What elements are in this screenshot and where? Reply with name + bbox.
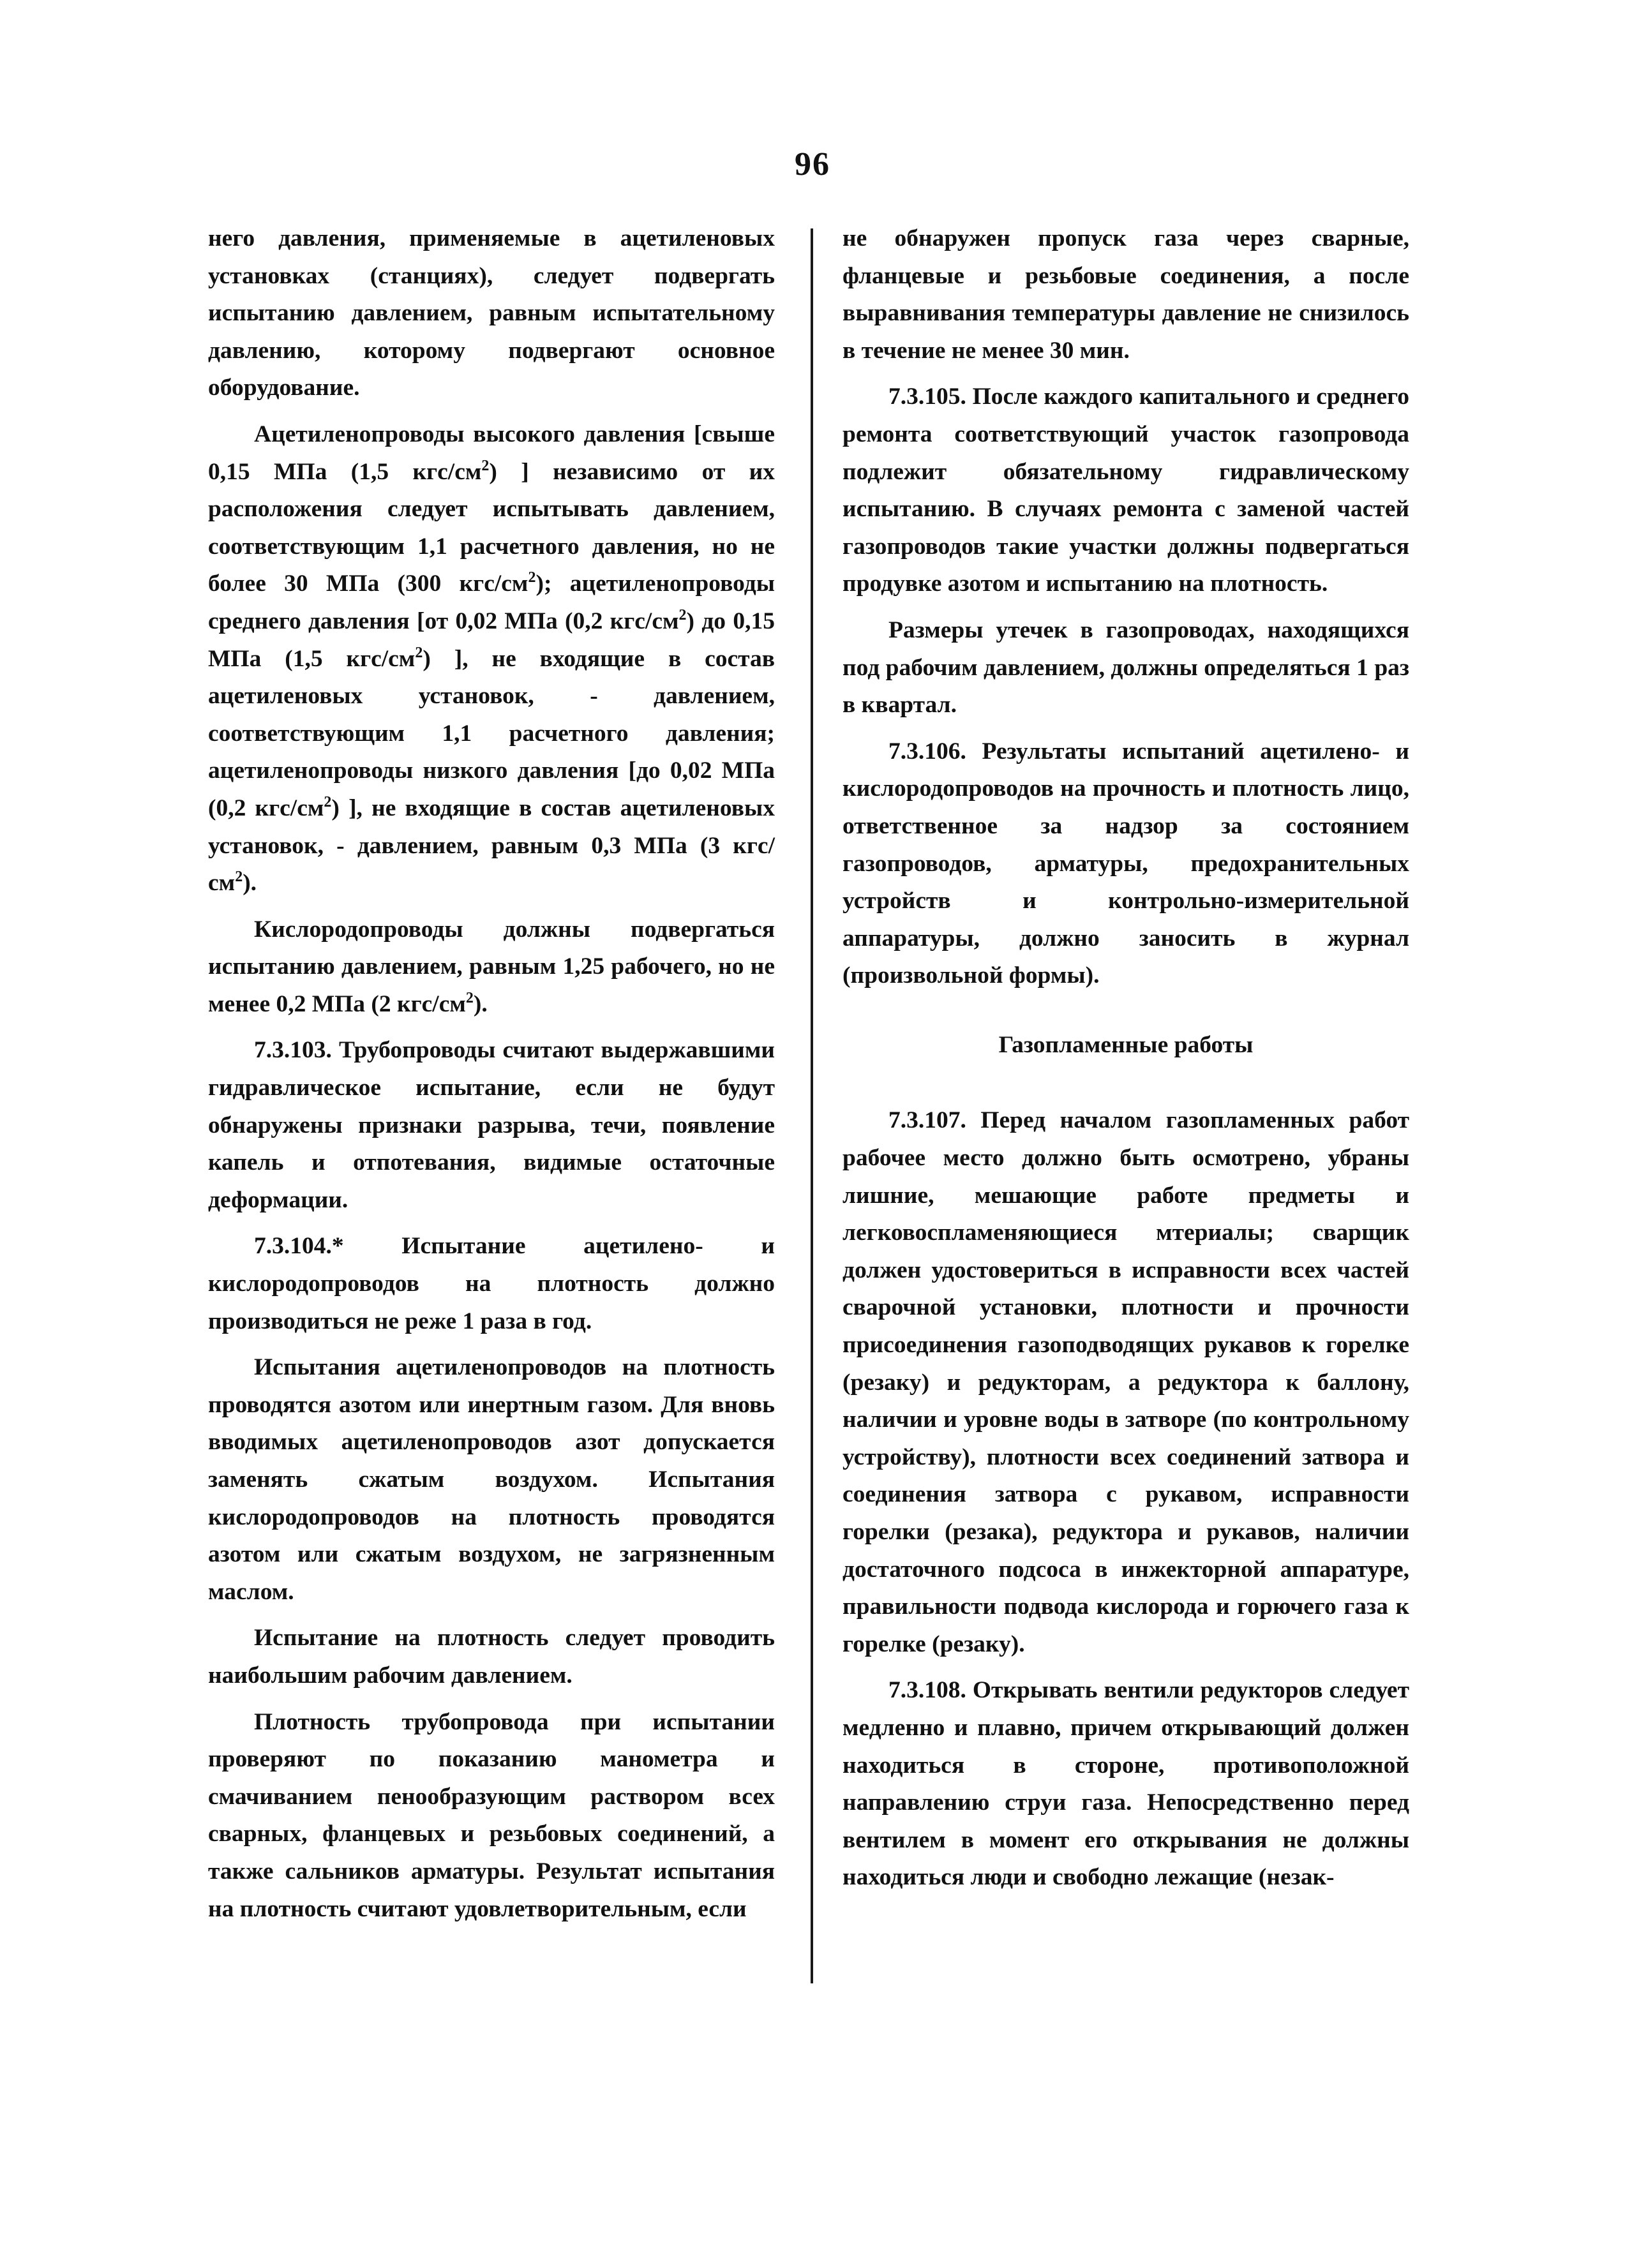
paragraph: Плотность трубопровода при испытании проверяют по показанию манометра и смачиванием пенообразующим раствором всех сварных, фланцевых и резьбовых соединений, а также сальников арматуры. Результат испытания на плотность считают удовлетворительным, если [208,1708,775,1922]
paragraph: 7.3.104.* Испытание ацетилено- и кислородопроводов на плотность должно производиться не реже 1 раза в год. [208,1233,775,1334]
text-run: Ацетиленопроводы высокого давления [свыше 0,15 МПа (1,5 кгс/см [208,421,775,485]
paragraph: Испытания ацетиленопроводов на плотность проводятся азотом или инертным газом. Для вновь вводимых ацетиленопроводов азот допускается заменять сжатым воздухом. Испытания кислородопроводов на плотность проводятся азотом или сжатым воздухом, не загрязненным маслом. [208,1354,775,1605]
superscript: 2 [678,606,687,623]
text-run: ) до 0,15 МПа (1,5 кгс/см [208,608,775,672]
superscript: 2 [481,457,490,474]
text-run: ). [243,870,257,897]
paragraph: Испытание на плотность следует проводить наибольшим рабочим давлением. [208,1625,775,1689]
page-number: 96 [795,146,830,183]
column-divider [811,228,813,1983]
paragraph [208,416,775,902]
text-run: ); ацетиленопроводы среднего давления [от 0,02 МПа (0,2 кгс/см [208,571,775,634]
paragraph: 7.3.107. Перед началом газопламенных работ рабочее место должно быть осмотрено, убраны лишние, мешающие работе предметы и легковоспламеняющиеся мтериалы; сварщик должен удостовериться в исправности всех частей сварочной установки, плотности и прочности присоединения газоподводящих рукавов к горелке (резаку) и редукторам, а редуктора к баллону, наличии и уровне воды в затворе (по контрольному устройству), плотности всех соединений затвора и соединения затвора с рукавом, исправности горелки (резака), редуктора и рукавов, наличии достаточного подсоса в инжекторной аппаратуре, правильности подвода кислорода и горючего газа к горелке (резаку). [842,1107,1409,1657]
right-column [842,220,1409,1906]
superscript: 2 [528,569,536,586]
left-column [208,220,775,1937]
superscript: 2 [415,644,423,661]
paragraph: него давления, применяемые в ацетиленовых установках (станциях), следует подвергать испытанию давлением, равным испытательному давлению, которому подвергают основное оборудование. [208,225,775,401]
paragraph: Размеры утечек в газопроводах, находящихся под рабочим давлением, должны определяться 1 раз в квартал. [842,616,1409,719]
text-run: ) ] независимо от их расположения следует испытывать давлением, соответствующим 1,1 расчетного давления, но не более 30 МПа (300 кгс/см [208,458,775,597]
paragraph: 7.3.106. Результаты испытаний ацетилено- и кислородопроводов на прочность и плотность лицо, ответственное за надзор за состоянием газопроводов, арматуры, предохранительных устройств и контрольно-измерительной аппаратуры, должно заносить в журнал (произвольной формы). [842,738,1409,989]
paragraph [208,911,775,1024]
paragraph: 7.3.103. Трубопроводы считают выдержавшими гидравлическое испытание, если не будут обнаружены признаки разрыва, течи, появление капель и отпотевания, видимые остаточные деформации. [208,1037,775,1213]
paragraph: 7.3.108. Открывать вентили редукторов следует медленно и плавно, причем открывающий должен находиться в стороне, противоположной направлению струи газа. Непосредственно перед вентилем в момент его открывания не должны находиться люди и свободно лежащие (незак- [842,1677,1409,1891]
superscript: 2 [465,989,474,1006]
superscript: 2 [235,869,243,886]
superscript: 2 [324,793,332,810]
text-run: ) ], не входящие в состав ацетиленовых установок, - давлением, соответствующим 1,1 расчетного давления; ацетиленопроводы низкого давления [до 0,02 МПа (0,2 кгс/см [208,645,775,821]
section-heading: Газопламенные работы [998,1031,1254,1058]
paragraph: 7.3.105. После каждого капитального и среднего ремонта соответствующий участок газопровода подлежит обязательному гидравлическому испытанию. В случаях ремонта с заменой частей газопроводов такие участки должны подвергаться продувке азотом и испытанию на плотность. [842,384,1409,597]
text-run: Кислородопроводы должны подвергаться испытанию давлением, равным 1,25 рабочего, но не менее 0,2 МПа (2 кгс/см [208,916,775,1017]
paragraph: не обнаружен пропуск газа через сварные, фланцевые и резьбовые соединения, а после выравнивания температуры давление не снизилось в течение не менее 30 мин. [842,225,1409,364]
text-run: ). [473,990,488,1017]
text-run: ) ], не входящие в состав ацетиленовых установок, - давлением, равным 0,3 МПа (3 кгс/см [208,795,775,897]
